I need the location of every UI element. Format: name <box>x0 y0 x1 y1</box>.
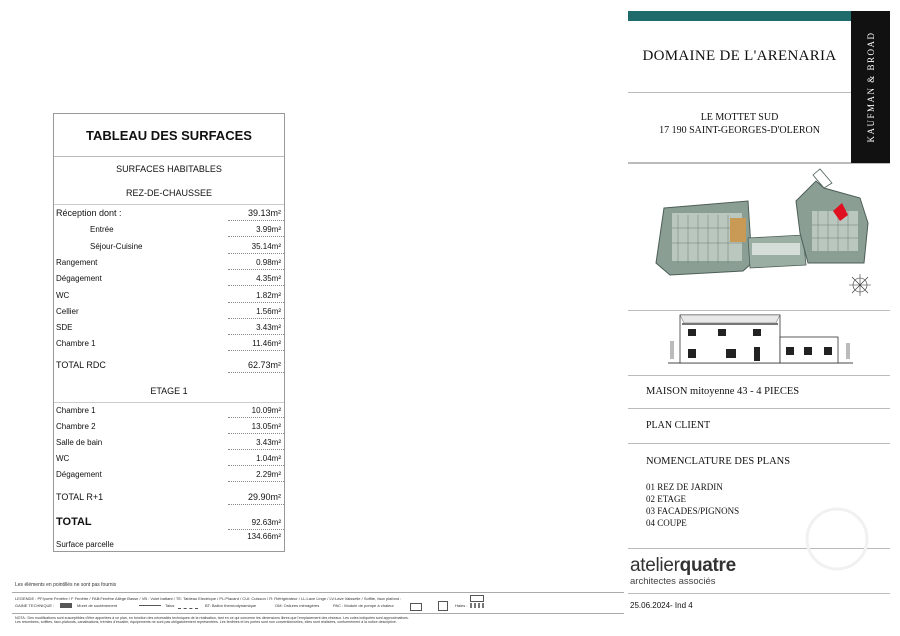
value-underline <box>228 302 284 303</box>
total-r1-row <box>54 490 284 505</box>
nomenclature-title: NOMENCLATURE DES PLANS <box>646 456 791 467</box>
row-label: SDE <box>56 323 73 333</box>
row-label: Dégagement <box>56 470 102 479</box>
value-underline <box>228 334 284 335</box>
gaine-symbol <box>60 603 72 608</box>
ground-floor-title: REZ-DE-CHAUSSEE <box>125 188 212 198</box>
row-value: 39.13m² <box>247 208 281 218</box>
om-label: OM: Ordures ménagères <box>275 603 320 608</box>
value-underline <box>228 465 284 466</box>
table-row <box>54 239 284 254</box>
plan-item: 03 FACADES/PIGNONS <box>646 506 740 516</box>
architect-name-a: atelier <box>630 555 680 576</box>
table-row <box>54 222 284 237</box>
table-row <box>54 419 284 434</box>
total-rdc-row <box>54 358 284 373</box>
row-value: 10.09m² <box>251 406 281 415</box>
nomenclature-cell <box>628 444 890 549</box>
plan-type-cell <box>628 409 890 444</box>
date-cell <box>628 594 890 620</box>
pac-label: PAC : Module de pompe à chaleur <box>333 603 394 608</box>
architect-subtitle: architectes associés <box>630 576 716 587</box>
value-underline <box>228 433 284 434</box>
talus-label: Talus <box>165 603 175 608</box>
value-underline <box>228 372 284 373</box>
surfaces-table <box>53 113 285 552</box>
row-label: Réception dont : <box>56 208 122 218</box>
parcelle-label: Surface parcelle <box>56 540 114 549</box>
row-label: Cellier <box>56 306 79 316</box>
house-type: MAISON mitoyenne 43 - 4 PIECES <box>646 386 800 397</box>
value-underline <box>228 350 284 351</box>
value-underline <box>228 285 284 286</box>
table-row <box>54 435 284 450</box>
plan-item: 02 ETAGE <box>646 494 687 504</box>
total-value: 92.63m² <box>251 518 281 527</box>
total-rdc-label: TOTAL RDC <box>56 360 106 370</box>
row-label: WC <box>56 454 70 463</box>
haies-symbol <box>470 603 484 608</box>
surfaces-title: TABLEAU DES SURFACES <box>54 114 284 157</box>
mur-label: Muret de soutènement <box>77 603 118 608</box>
value-underline <box>228 318 284 319</box>
row-label: Entrée <box>90 225 114 235</box>
table-row <box>54 320 284 335</box>
total-label: TOTAL <box>56 516 92 528</box>
soffite-symbol <box>470 595 484 602</box>
parcelle-row <box>54 532 284 552</box>
title-block <box>628 11 890 620</box>
architect-cell <box>628 549 890 594</box>
section-habitables: SURFACES HABITABLES <box>116 164 222 174</box>
accent-bar <box>628 11 851 21</box>
divider <box>12 592 624 593</box>
project-cell <box>628 21 851 93</box>
row-value: 3.43m² <box>256 323 281 333</box>
row-label: Séjour-Cuisine <box>90 241 143 251</box>
plan-item: 04 COUPE <box>646 518 687 528</box>
row-label: Chambre 2 <box>56 422 96 431</box>
divider <box>54 204 284 205</box>
architect-logo <box>630 555 736 577</box>
table-row <box>54 304 284 319</box>
project-title: DOMAINE DE L'ARENARIA <box>642 48 837 64</box>
row-value: 4.35m² <box>256 274 281 284</box>
table-row <box>54 288 284 303</box>
row-label: Salle de bain <box>56 438 103 447</box>
total-rdc-value: 62.73m² <box>247 360 281 370</box>
row-value: 2.29m² <box>256 470 281 479</box>
floor1-title: ETAGE 1 <box>150 386 188 396</box>
site-plan-image <box>628 163 890 311</box>
total-r1-label: TOTAL R+1 <box>56 492 104 502</box>
parcelle-value: 134.66m² <box>247 532 281 541</box>
row-value: 13.05m² <box>251 422 281 431</box>
table-row <box>54 467 284 482</box>
row-value: 3.99m² <box>256 225 281 235</box>
brand-band <box>851 11 890 163</box>
value-underline <box>228 449 284 450</box>
value-underline <box>228 220 284 221</box>
bt-label: BT: Ballon thermodynamique <box>205 603 257 608</box>
nota-line2: Les retombées, soffites, faux-plafonds, canalisations, trémies d'escalier, équipements ne sont pas obligatoirement représentées. Les fenêtres et les portes sont non conventionnelles, elles sont réalisées, conformément à la notice descriptive. <box>15 620 397 624</box>
value-underline <box>228 481 284 482</box>
address-line2: 17 190 SAINT-GEORGES-D'OLERON <box>659 125 820 136</box>
table-row <box>54 206 284 221</box>
talus-symbol <box>178 604 198 609</box>
value-underline <box>228 269 284 270</box>
address-line1: LE MOTTET SUD <box>700 112 779 123</box>
row-value: 35.14m² <box>251 241 281 251</box>
house-cell <box>628 376 890 409</box>
table-row <box>54 271 284 286</box>
value-underline <box>228 504 284 505</box>
nota-line1: NOTA : Des modifications sont susceptibles d'être apportées à ce plan, en fonction des nécessités techniques de la réalisation, tant en ce qui concerne les dimensions libres que l'emplacement des réseaux. Les cotes indiquées sont approximatives. <box>15 616 409 620</box>
address-cell <box>628 93 851 163</box>
row-value: 1.82m² <box>256 290 281 300</box>
brand-logo: KAUFMAN & BROAD <box>865 31 876 143</box>
plan-item: 01 REZ DE JARDIN <box>646 482 723 492</box>
row-value: 1.04m² <box>256 454 281 463</box>
revision-date: 25.06.2024- Ind 4 <box>630 601 693 610</box>
value-underline <box>228 236 284 237</box>
dotted-note: Les éléments en pointillés ne sont pas fournis <box>15 582 117 588</box>
site-plan-cell <box>628 163 890 311</box>
row-label: Rangement <box>56 257 98 267</box>
total-row <box>54 515 284 530</box>
equipment-symbol <box>438 601 448 611</box>
row-label: Dégagement <box>56 274 102 284</box>
row-label: Chambre 1 <box>56 406 96 415</box>
table-row <box>54 336 284 351</box>
row-value: 3.43m² <box>256 438 281 447</box>
row-label: Chambre 1 <box>56 339 96 349</box>
table-row <box>54 255 284 270</box>
architect-name-b: quatre <box>679 555 736 576</box>
row-value: 11.46m² <box>252 339 281 349</box>
divider <box>12 613 624 614</box>
row-value: 1.56m² <box>256 306 281 316</box>
table-row <box>54 403 284 418</box>
facade-cell <box>628 311 890 376</box>
facade-elevation-image <box>628 311 890 376</box>
gaine-label: GAINE TECHNIQUE : <box>15 603 55 608</box>
total-r1-value: 29.90m² <box>247 492 281 502</box>
value-underline <box>228 253 284 254</box>
table-row <box>54 451 284 466</box>
plan-type: PLAN CLIENT <box>646 420 711 431</box>
haies-label: Haies : <box>455 603 468 608</box>
row-label: WC <box>56 290 70 300</box>
value-underline <box>228 417 284 418</box>
mur-symbol <box>139 605 161 606</box>
row-value: 0.98m² <box>256 257 281 267</box>
value-underline <box>228 529 284 530</box>
legend-text: LEGENDE : PF/porte Fenêtre / F Fenêtre / FAB:Fenêtre Allège Basse / VB : Volet battant / TE: Tableau Electrique / PL:Placard / CUI: Cuisson / R: Réfrigérateur / LL:Lave Linge / LV:Lave Vaisselle / Soffite, faux plafond : <box>15 596 402 601</box>
pac-symbol <box>410 603 422 611</box>
